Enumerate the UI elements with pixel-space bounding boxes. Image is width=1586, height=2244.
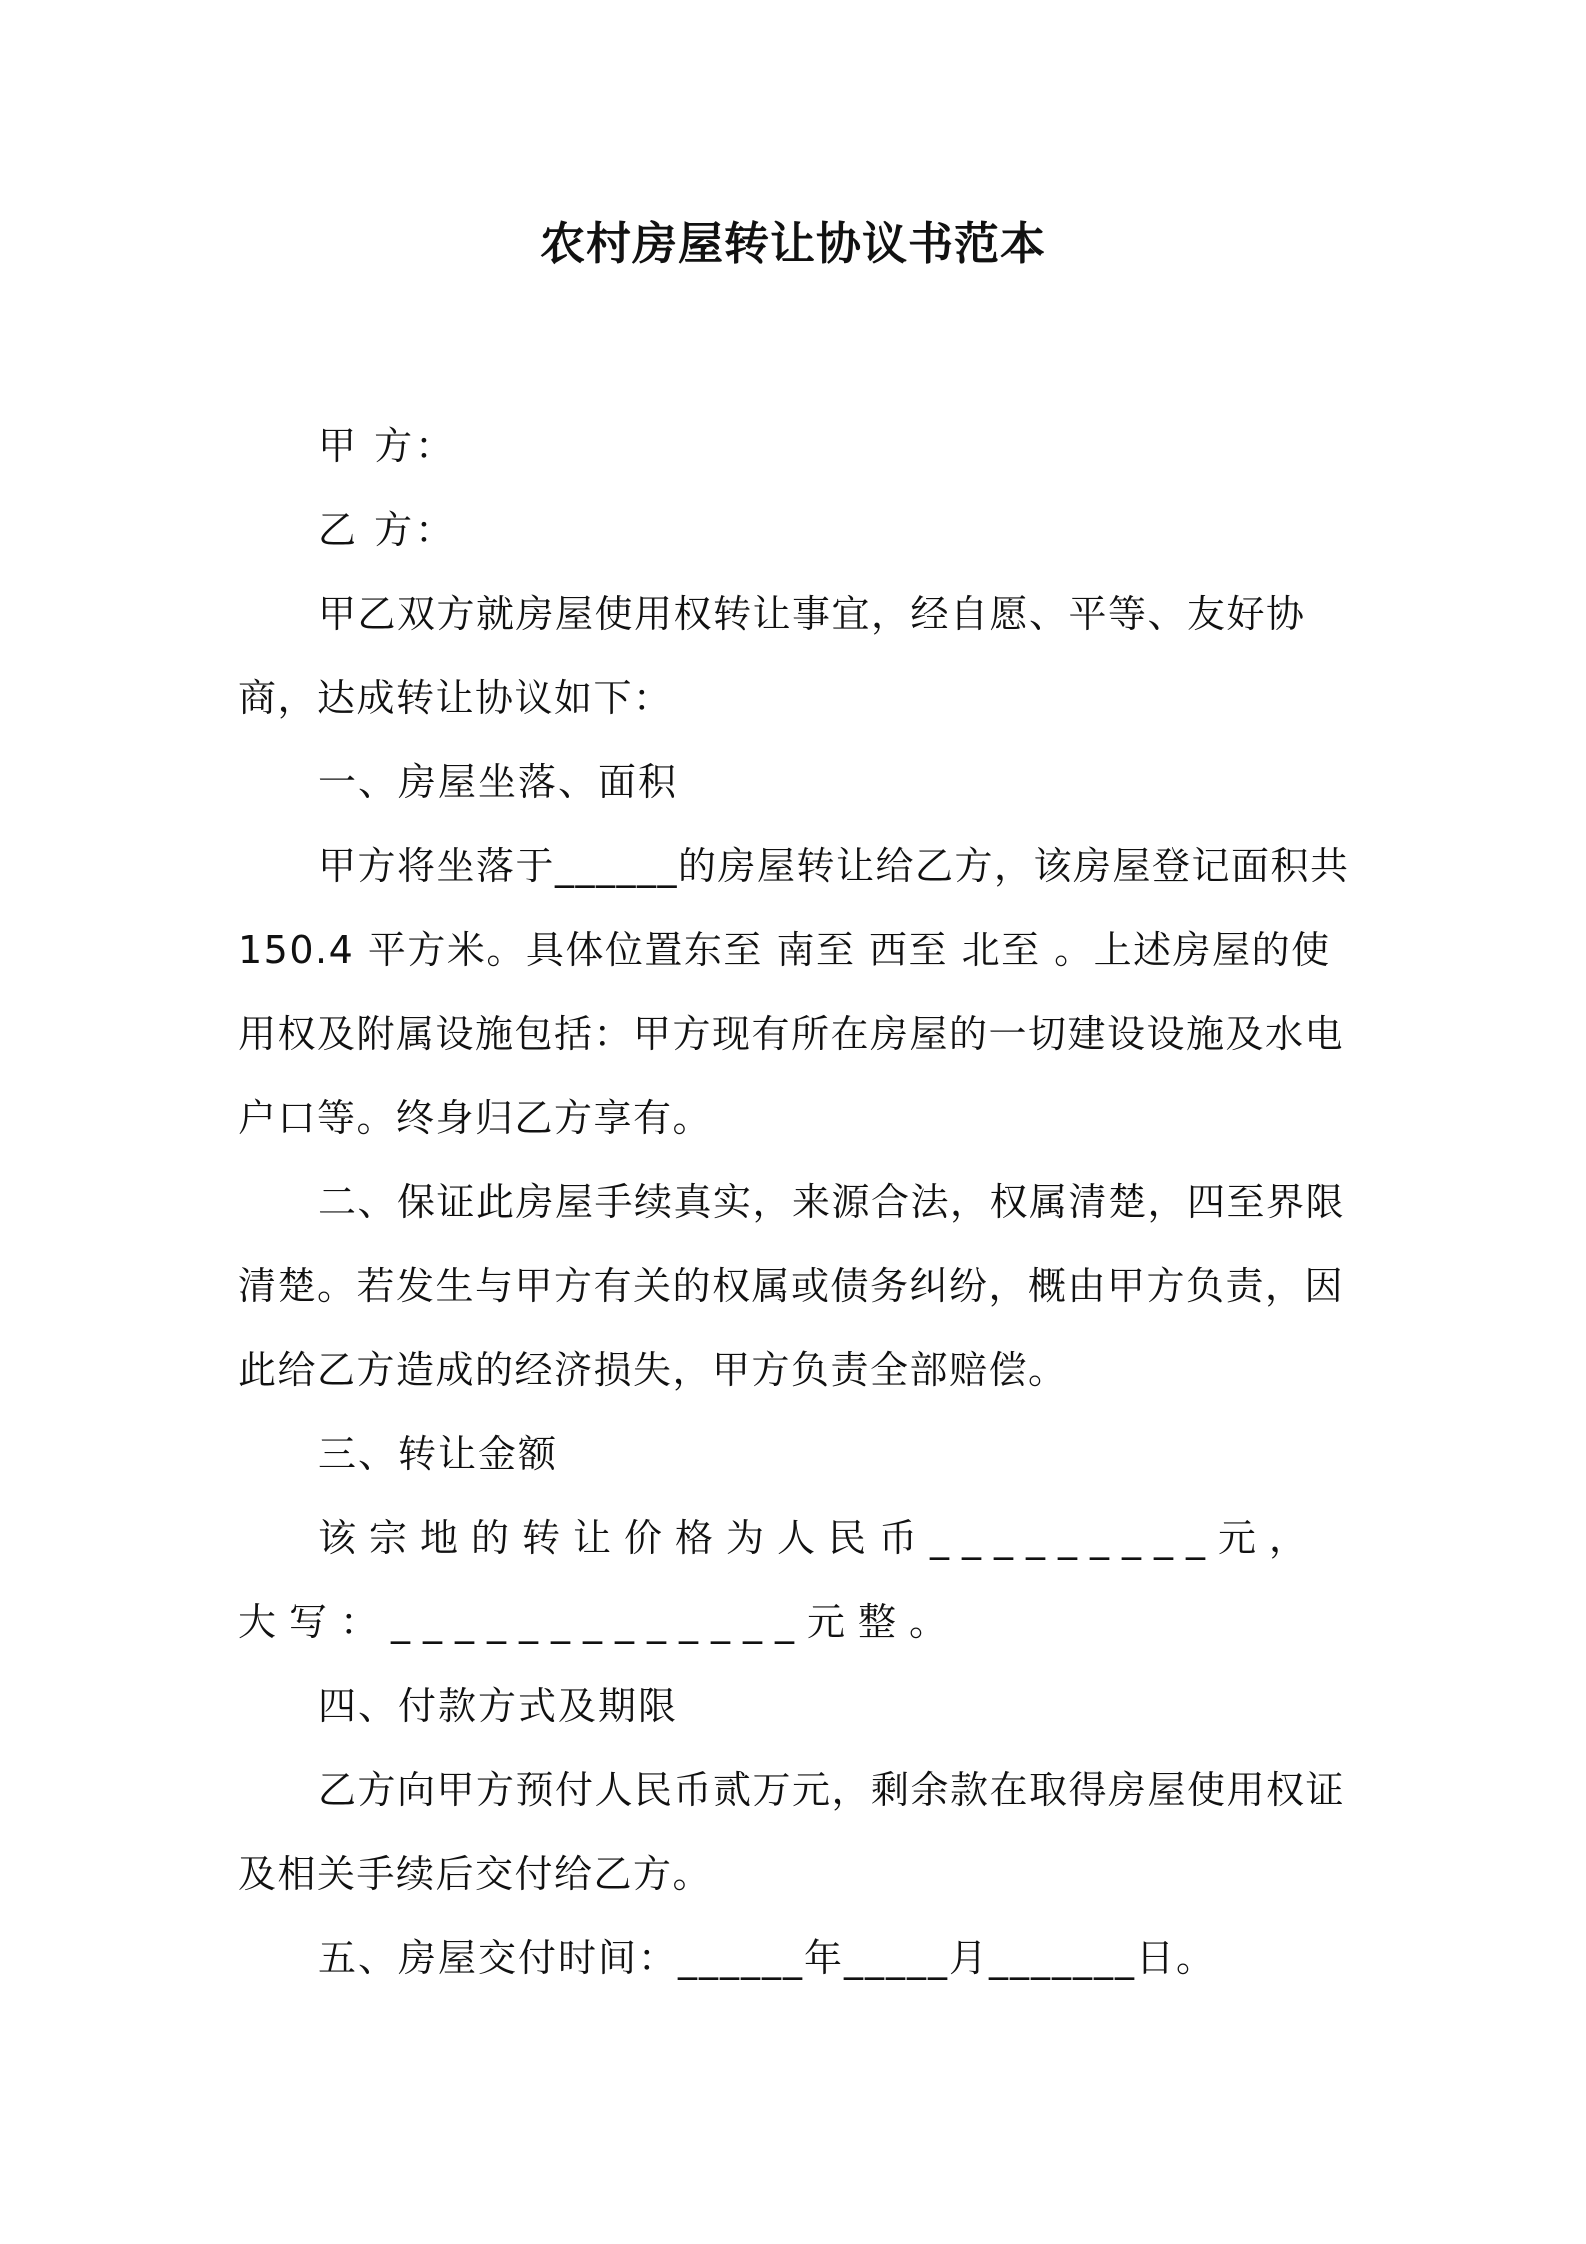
intro-paragraph: 甲乙双方就房屋使用权转让事宜，经自愿、平等、友好协商，达成转让协议如下： xyxy=(238,592,1306,720)
section-2-body: 二、保证此房屋手续真实，来源合法，权属清楚，四至界限清楚。若发生与甲方有关的权属或债务纠纷，概由甲方负责，因此给乙方造成的经济损失，甲方负责全部赔偿。 xyxy=(238,1180,1346,1392)
section-3-body: 该宗地的转让价格为人民币_________元，大写：_____________元整。 xyxy=(238,1516,1321,1644)
party-b-line: 乙 方： xyxy=(318,508,457,552)
section-4-heading: 四、付款方式及期限 xyxy=(318,1684,679,1728)
section-3-heading: 三、转让金额 xyxy=(318,1432,559,1476)
section-1-heading: 一、房屋坐落、面积 xyxy=(318,760,679,804)
party-a-line: 甲 方： xyxy=(318,424,457,468)
section-5-body: 五、房屋交付时间：______年_____月_______日。 xyxy=(318,1936,1217,1980)
section-4-body: 乙方向甲方预付人民币贰万元，剩余款在取得房屋使用权证及相关手续后交付给乙方。 xyxy=(238,1768,1346,1896)
document-title: 农村房屋转让协议书范本 xyxy=(539,217,1046,270)
section-1-body: 甲方将坐落于______的房屋转让给乙方，该房屋登记面积共 150.4 平方米。具体位置东至 南至 西至 北至 。上述房屋的使用权及附属设施包括：甲方现有所在房屋的一切建设设施及水电户口等。终身归乙方享有。 xyxy=(238,844,1350,1140)
